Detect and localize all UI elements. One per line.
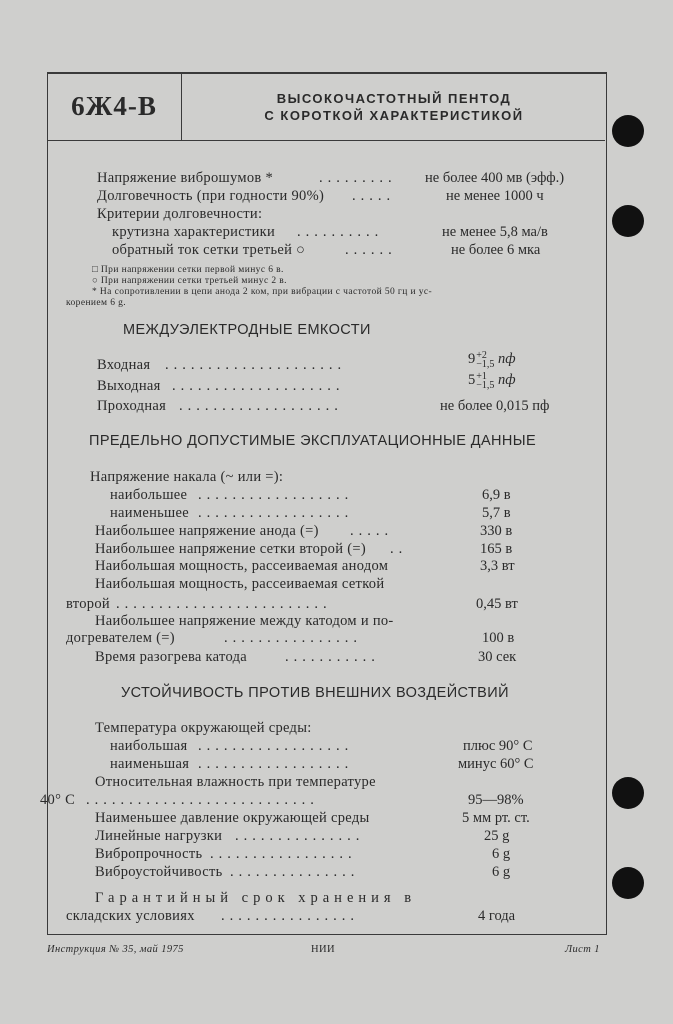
spec-value: 25 g [484, 828, 510, 844]
spec-label: наибольшее [110, 487, 188, 503]
spec-label: Напряжение накала (~ или =): [90, 469, 284, 485]
spec-label: Критерии долговечности: [97, 206, 263, 222]
spec-label: Наибольшее напряжение сетки второй (=) [95, 541, 366, 557]
spec-label: Долговечность (при годности 90%) [97, 188, 325, 204]
spec-value: не более 6 мка [451, 242, 541, 258]
spec-value: 330 в [480, 523, 513, 539]
tolerance-upper: +1 [476, 370, 487, 382]
footnote: * На сопротивлении в цепи анода 2 ком, при вибрации с частотой 50 гц и ус- [92, 287, 433, 297]
spec-label: Виброустойчивость [95, 864, 223, 880]
spec-value: 0,45 вт [476, 596, 518, 612]
leader-dots: .................... [172, 378, 345, 394]
header-title-line2: С КОРОТКОЙ ХАРАКТЕРИСТИКОЙ [264, 108, 524, 123]
tolerance-lower: −1,5 [476, 358, 495, 370]
spec-value: 30 сек [478, 649, 517, 665]
spec-value: 165 в [480, 541, 513, 557]
spec-label: крутизна характеристики [112, 224, 276, 240]
header-title [183, 90, 605, 124]
spec-value [468, 371, 516, 390]
spec-label: Наибольшее напряжение между катодом и по- [95, 613, 394, 629]
spec-label: Наибольшая мощность, рассеиваемая анодом [95, 558, 389, 574]
leader-dots: .................. [198, 738, 354, 754]
binder-hole [612, 777, 644, 809]
spec-value: 5 мм рт. ст. [462, 810, 530, 826]
binder-hole [612, 205, 644, 237]
spec-label: Линейные нагрузки [95, 828, 223, 844]
spec-value [468, 350, 516, 369]
leader-dots: .. [390, 541, 408, 557]
spec-label: наибольшая [110, 738, 188, 754]
leader-dots: .................. [198, 487, 354, 503]
spec-label: догревателем (=) [66, 630, 175, 646]
leader-dots: ................... [179, 398, 343, 414]
leader-dots: ......... [319, 170, 397, 186]
leader-dots: ...... [345, 242, 397, 258]
leader-dots: ............... [230, 864, 360, 880]
header-title-line1: ВЫСОКОЧАСТОТНЫЙ ПЕНТОД [276, 91, 512, 106]
tolerance [476, 372, 494, 390]
spec-label: обратный ток сетки третьей ○ [112, 242, 306, 258]
spec-label: Наибольшая мощность, рассеиваемая сеткой [95, 576, 385, 592]
leader-dots: ................ [221, 908, 359, 924]
tolerance [476, 351, 494, 369]
section-title-capacitance: МЕЖДУЭЛЕКТРОДНЫЕ ЕМКОСТИ [123, 322, 371, 338]
leader-dots: ..................... [165, 357, 347, 373]
leader-dots: .................. [198, 756, 354, 772]
spec-value: 6 g [492, 846, 511, 862]
spec-value: 4 года [478, 908, 516, 924]
footnote: ○ При напряжении сетки третьей минус 2 в. [92, 276, 287, 286]
tube-code: 6Ж4-В [47, 72, 182, 140]
spec-value: не более 0,015 пф [440, 398, 550, 414]
spec-value: плюс 90° С [463, 738, 533, 754]
value-base: 9 [468, 351, 476, 367]
spec-label: Наибольшее напряжение анода (=) [95, 523, 319, 539]
tolerance-upper: +2 [476, 349, 487, 361]
leader-dots: .......... [297, 224, 384, 240]
spec-value: 100 в [482, 630, 515, 646]
footer-institute: НИИ [311, 944, 335, 955]
tolerance-lower: −1,5 [476, 379, 495, 391]
leader-dots: ......................... [116, 596, 332, 612]
spec-label: Гарантийный срок хранения в [95, 890, 417, 906]
spec-value: 6 g [492, 864, 511, 880]
section-title-resistance: УСТОЙЧИВОСТЬ ПРОТИВ ВНЕШНИХ ВОЗДЕЙСТВИЙ [121, 685, 509, 701]
spec-label: Напряжение виброшумов * [97, 170, 273, 186]
spec-label: Наименьшее давление окружающей среды [95, 810, 370, 826]
spec-value: минус 60° С [458, 756, 534, 772]
value-base: 5 [468, 372, 476, 388]
leader-dots: ..... [350, 523, 394, 539]
header [47, 72, 605, 141]
unit: пф [498, 372, 516, 388]
footer-instruction: Инструкция № 35, май 1975 [47, 944, 184, 955]
unit: пф [498, 351, 516, 367]
spec-label: наименьшее [110, 505, 189, 521]
spec-label: Входная [97, 357, 151, 373]
spec-value: не менее 5,8 ма/в [442, 224, 548, 240]
spec-value: 3,3 вт [480, 558, 515, 574]
spec-label: наименьшая [110, 756, 190, 772]
spec-value: не менее 1000 ч [446, 188, 544, 204]
spec-label: Вибропрочность [95, 846, 203, 862]
leader-dots: ............... [235, 828, 365, 844]
spec-label: 40° С [40, 792, 76, 808]
spec-label: складских условиях [66, 908, 195, 924]
leader-dots: ........... [285, 649, 380, 665]
spec-label: Проходная [97, 398, 167, 414]
leader-dots: ........................... [86, 792, 319, 808]
leader-dots: ................. [210, 846, 357, 862]
leader-dots: .................. [198, 505, 354, 521]
spec-value: 6,9 в [482, 487, 511, 503]
binder-hole [612, 867, 644, 899]
footnote: □ При напряжении сетки первой минус 6 в. [92, 265, 284, 275]
spec-label: Температура окружающей среды: [95, 720, 312, 736]
binder-hole [612, 115, 644, 147]
leader-dots: ................ [224, 630, 362, 646]
spec-value: 95—98% [468, 792, 524, 808]
leader-dots: ..... [352, 188, 396, 204]
spec-label: Время разогрева катода [95, 649, 248, 665]
spec-value: не более 400 мв (эфф.) [425, 170, 565, 186]
footer-sheet: Лист 1 [565, 944, 600, 955]
spec-label: Выходная [97, 378, 161, 394]
spec-label: второй [66, 596, 110, 612]
spec-value: 5,7 в [482, 505, 511, 521]
section-title-limits: ПРЕДЕЛЬНО ДОПУСТИМЫЕ ЭКСПЛУАТАЦИОННЫЕ ДАННЫЕ [89, 433, 537, 449]
spec-label: Относительная влажность при температуре [95, 774, 376, 790]
footnote: корением 6 g. [66, 298, 127, 308]
